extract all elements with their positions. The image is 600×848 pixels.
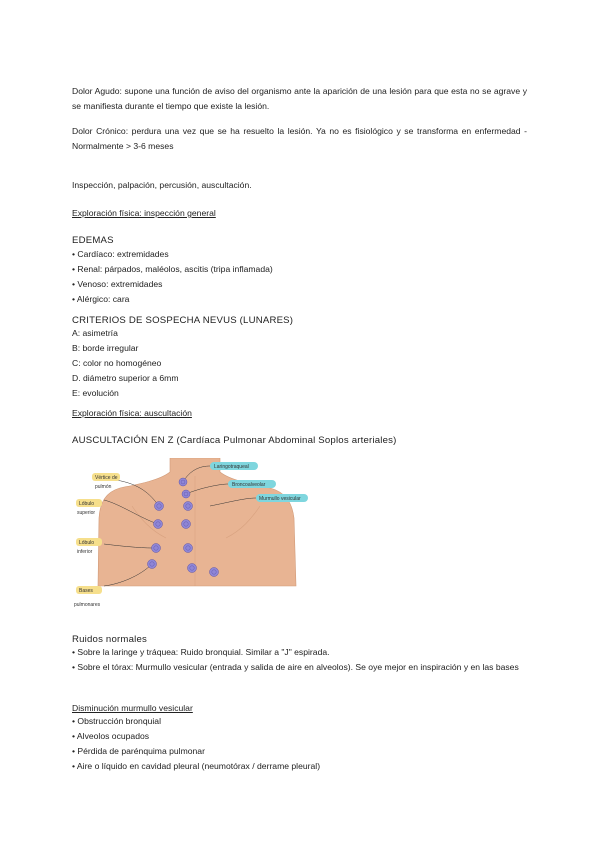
auscultation-point	[182, 490, 190, 498]
ruidos-item-1: • Sobre la laringe y tráquea: Ruido bronquial. Similar a "J" espirada.	[72, 647, 330, 657]
auscultacion-title: AUSCULTACIÓN EN Z (Cardíaca Pulmonar Abdominal Soplos arteriales)	[72, 435, 397, 446]
label-lobulo-inf-1: Lóbulo	[79, 540, 95, 546]
heading-auscultacion: Exploración física: auscultación	[72, 408, 192, 418]
label-bases-1: Bases	[79, 588, 93, 594]
auscultation-point	[179, 478, 187, 486]
list-item: B: borde irregular	[72, 343, 139, 353]
paragraph-dolor-agudo: Dolor Agudo: supone una función de aviso del organismo ante la aparición de una lesión para que esta no se agrave y se manifiesta durante el tiempo que existe la lesión.	[72, 86, 527, 111]
auscultation-point	[155, 502, 164, 511]
auscultation-point	[148, 560, 157, 569]
edemas-list	[72, 247, 527, 307]
auscultation-back-diagram	[70, 458, 340, 616]
nevus-title: CRITERIOS DE SOSPECHA NEVUS (LUNARES)	[72, 315, 294, 326]
edemas-title: EDEMAS	[72, 235, 114, 246]
label-vertice-1: Vértice de	[95, 475, 118, 481]
paragraph-metodos: Inspección, palpación, percusión, auscultación.	[72, 180, 252, 190]
disminucion-list	[72, 714, 527, 774]
auscultation-point	[182, 520, 191, 529]
list-item: • Alveolos ocupados	[72, 731, 150, 741]
label-vertice-2: pulmón	[95, 484, 112, 490]
ruidos-item-2: • Sobre el tórax: Murmullo vesicular (entrada y salida de aire en alveolos). Se oye mejor en inspiración y en las bases	[72, 662, 519, 672]
auscultation-point	[152, 544, 161, 553]
label-lobulo-sup-1: Lóbulo	[79, 501, 95, 507]
label-lobulo-inf-2: inferior	[77, 549, 93, 555]
auscultation-point	[154, 520, 163, 529]
auscultation-point	[188, 564, 197, 573]
label-laringotraqueal: Laringotraqueal	[214, 464, 249, 470]
list-item: • Alérgico: cara	[72, 294, 130, 304]
torso-shape	[98, 458, 296, 586]
label-lobulo-sup-2: superior	[77, 510, 96, 516]
auscultation-point	[184, 502, 193, 511]
label-broncoalveolar: Broncoalveolar	[232, 482, 266, 488]
label-murmullo-vesicular: Murmullo vesicular	[259, 496, 301, 502]
list-item: • Venoso: extremidades	[72, 279, 163, 289]
list-item: • Renal: párpados, maléolos, ascitis (tripa inflamada)	[72, 264, 273, 274]
list-item: • Obstrucción bronquial	[72, 716, 161, 726]
list-item: C: color no homogéneo	[72, 358, 162, 368]
list-item: E: evolución	[72, 388, 119, 398]
list-item: D. diámetro superior a 6mm	[72, 373, 179, 383]
label-bases-2: pulmonares	[74, 602, 101, 608]
list-item: A: asimetría	[72, 328, 118, 338]
nevus-list	[72, 326, 527, 401]
ruidos-title: Ruidos normales	[72, 634, 147, 645]
list-item: • Aire o líquido en cavidad pleural (neumotórax / derrame pleural)	[72, 761, 321, 771]
auscultation-point	[210, 568, 219, 577]
paragraph-dolor-cronico: Dolor Crónico: perdura una vez que se ha resuelto la lesión. Ya no es fisiológico y se transforma en enfermedad - Normalmente > 3-6 meses	[72, 126, 527, 151]
list-item: • Pérdida de parénquima pulmonar	[72, 746, 205, 756]
auscultation-point	[184, 544, 193, 553]
heading-disminucion: Disminución murmullo vesicular	[72, 703, 193, 713]
list-item: • Cardíaco: extremidades	[72, 249, 169, 259]
heading-inspeccion: Exploración física: inspección general	[72, 208, 216, 218]
